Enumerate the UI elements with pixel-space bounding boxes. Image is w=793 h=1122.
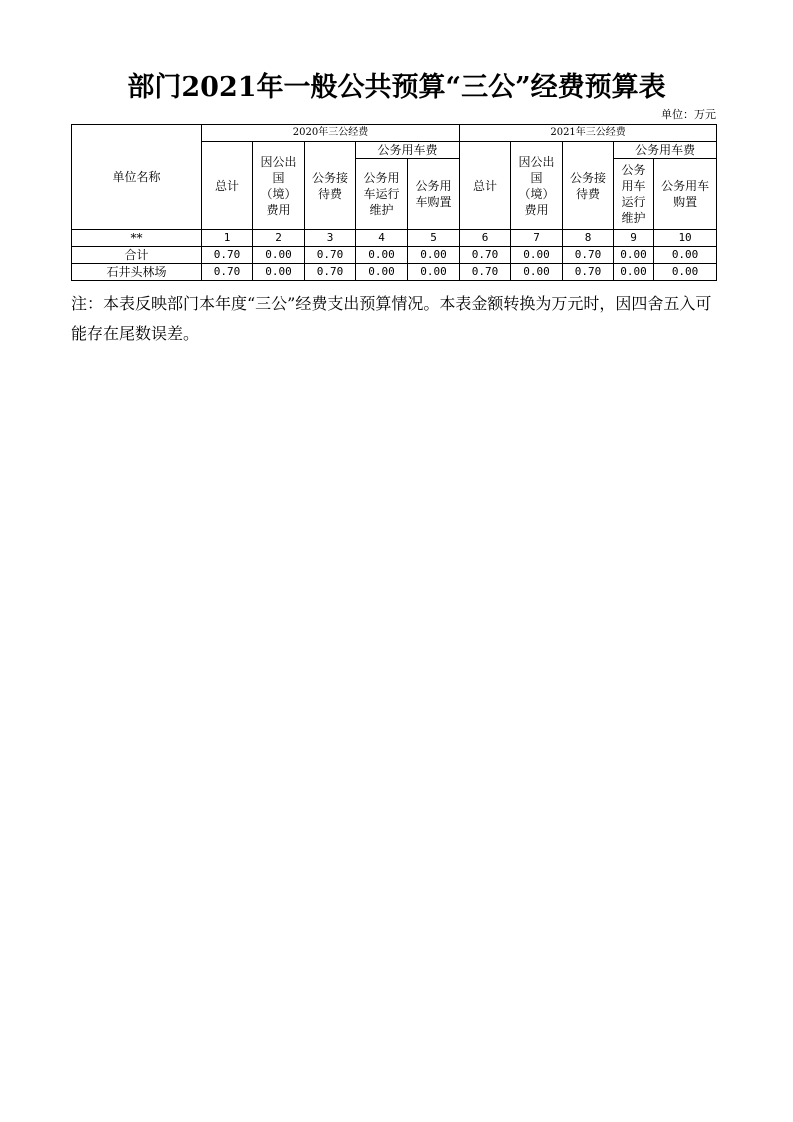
index-cell: 5 (408, 230, 460, 247)
group-2021-header: 2021年三公经费 (460, 125, 717, 142)
data-cell: 0.00 (511, 264, 563, 281)
row-label: 石井头林场 (72, 264, 202, 281)
index-cell: 9 (614, 230, 654, 247)
index-cell: 6 (460, 230, 511, 247)
data-cell: 0.00 (511, 247, 563, 264)
total-2020-header: 总计 (202, 142, 253, 230)
vehicle-buy-2021-header: 公务用车 购置 (654, 159, 717, 230)
budget-table (71, 124, 717, 281)
data-cell: 0.00 (654, 264, 717, 281)
data-cell: 0.00 (253, 264, 305, 281)
vehicle-ops-2021-header: 公务 用车 运行 维护 (614, 159, 654, 230)
data-cell: 0.00 (408, 264, 460, 281)
reception-2020-header: 公务接 待费 (305, 142, 356, 230)
group-2020-header: 2020年三公经费 (202, 125, 460, 142)
vehicle-2021-header: 公务用车费 (614, 142, 717, 159)
data-cell: 0.00 (614, 264, 654, 281)
index-cell: 1 (202, 230, 253, 247)
index-cell: 2 (253, 230, 305, 247)
reception-2021-header: 公务接 待费 (563, 142, 614, 230)
data-cell: 0.00 (356, 264, 408, 281)
data-cell: 0.00 (356, 247, 408, 264)
data-cell: 0.70 (460, 247, 511, 264)
unit-label: 单位：万元 (661, 108, 716, 121)
vehicle-buy-2020-header: 公务用 车购置 (408, 159, 460, 230)
data-cell: 0.70 (563, 264, 614, 281)
data-cell: 0.70 (305, 247, 356, 264)
data-cell: 0.70 (202, 264, 253, 281)
data-cell: 0.70 (460, 264, 511, 281)
page-title: 部门2021年一般公共预算“三公”经费预算表 (127, 72, 666, 103)
index-cell: 3 (305, 230, 356, 247)
table-row-unit (72, 264, 717, 281)
index-cell: 7 (511, 230, 563, 247)
data-cell: 0.70 (305, 264, 356, 281)
footnote: 注：本表反映部门本年度“三公”经费支出预算情况。本表金额转换为万元时，因四舍五入可能存在尾数误差。 (71, 294, 712, 343)
index-row (72, 230, 717, 247)
vehicle-ops-2020-header: 公务用 车运行 维护 (356, 159, 408, 230)
index-cell: 8 (563, 230, 614, 247)
data-cell: 0.00 (614, 247, 654, 264)
total-2021-header: 总计 (460, 142, 511, 230)
data-cell: 0.00 (654, 247, 717, 264)
unit-name-header: 单位名称 (72, 125, 202, 230)
table-row-total (72, 247, 717, 264)
row-label: 合计 (72, 247, 202, 264)
header-row-years (72, 125, 717, 142)
index-cell: 4 (356, 230, 408, 247)
data-cell: 0.00 (408, 247, 460, 264)
data-cell: 0.00 (253, 247, 305, 264)
vehicle-2020-header: 公务用车费 (356, 142, 460, 159)
data-cell: 0.70 (563, 247, 614, 264)
abroad-2020-header: 因公出 国 （境） 费用 (253, 142, 305, 230)
index-cell: ** (72, 230, 202, 247)
data-cell: 0.70 (202, 247, 253, 264)
index-cell: 10 (654, 230, 717, 247)
abroad-2021-header: 因公出 国 （境） 费用 (511, 142, 563, 230)
